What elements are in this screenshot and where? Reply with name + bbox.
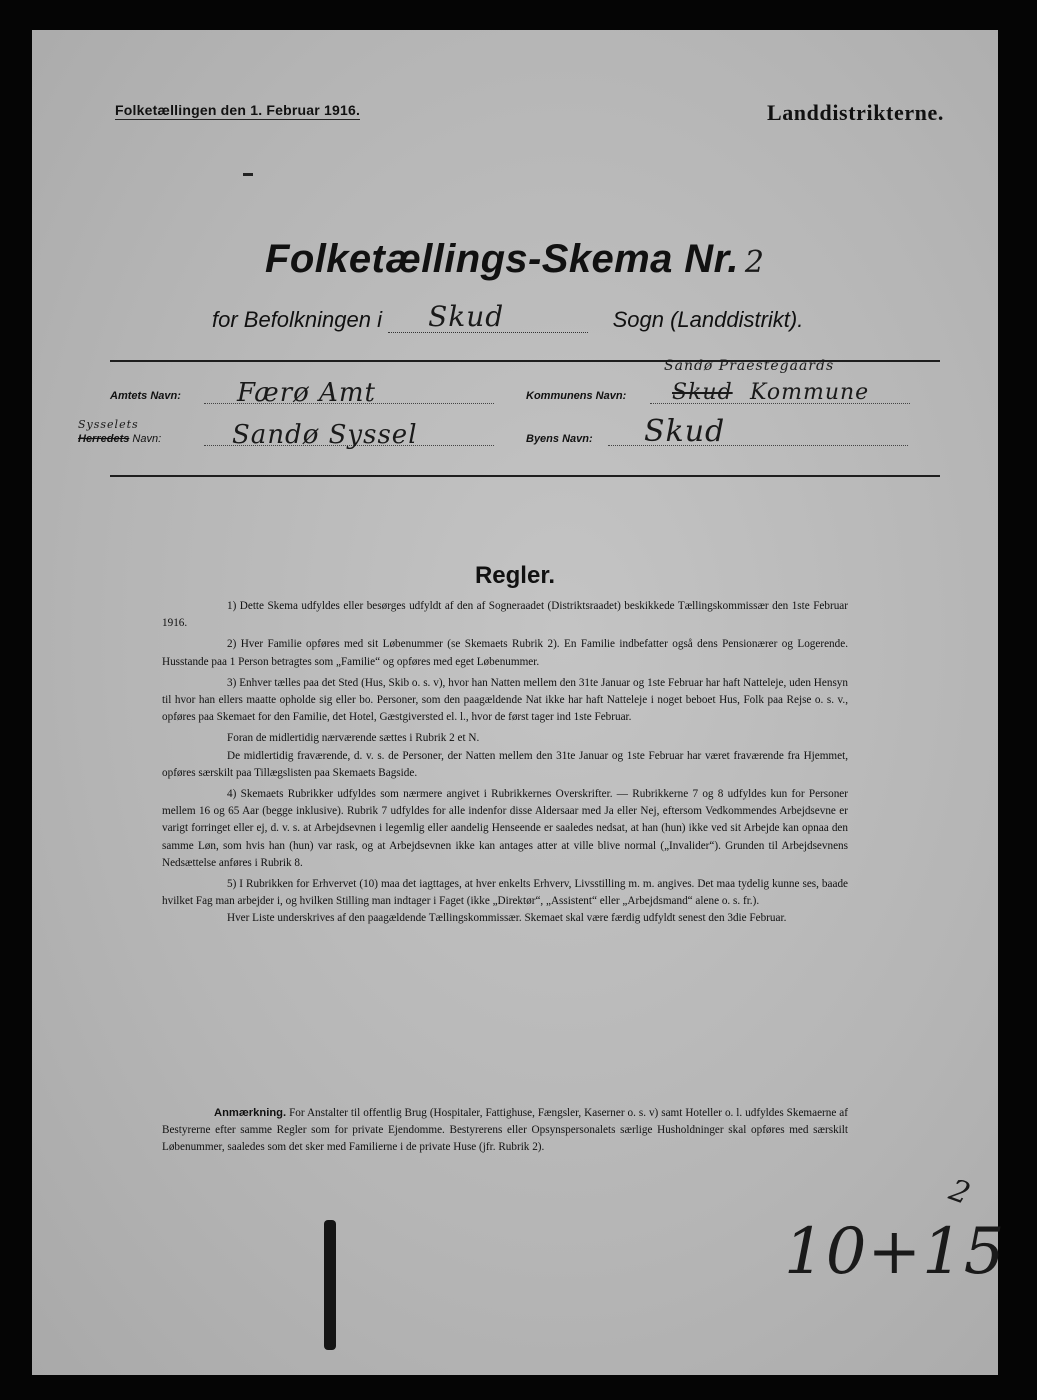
by-label: Byens Navn:: [526, 433, 593, 445]
form-title: [32, 237, 998, 282]
herred-struck: Herredets: [78, 433, 130, 445]
rules-body: [162, 598, 848, 932]
bottom-rule: [110, 475, 940, 477]
census-form-page: [32, 30, 1006, 1375]
note-block: [162, 1105, 848, 1157]
note-label: Anmærkning.: [214, 1107, 287, 1119]
ink-dash: [243, 173, 253, 176]
parish-suffix: Sogn (Landdistrikt).: [612, 307, 804, 332]
kommune-suffix: Kommune: [750, 380, 870, 405]
parish-line: [212, 300, 804, 333]
form-title-text: Folketællings-Skema Nr.: [265, 237, 739, 281]
herred-value: Sandø Syssel: [232, 420, 418, 450]
amt-label: Amtets Navn:: [110, 390, 181, 402]
note-text: For Anstalter til offentlig Brug (Hospitaler, Fattighuse, Fængsler, Kaserner o. s. v) samt Hoteller o. l. udfyldes Skemaerne af Bestyrerne efter samme Regler som for private Ejendomme. Bestyrerens eller Opsynspersonalets særlige Husholdninger skal opføres med særskilt Løbenummer, saaledes som det sker med Familierne i de private Huse (jfr. Rubrik 2).: [162, 1107, 848, 1154]
handwritten-count: 10+15: [784, 1215, 1006, 1289]
rule-paragraph: 2) Hver Familie opføres med sit Løbenummer (se Skemaets Rubrik 2). En Familie indbefatter også dens Pensionærer og Logerende. Husstande paa 1 Person betragtes som „Familie“ og opføres med eget Løbenummer.: [162, 638, 848, 668]
rule-paragraph: Foran de midlertidig nærværende sættes i Rubrik 2 et N.: [227, 732, 480, 745]
kommune-label: Kommunens Navn:: [526, 390, 627, 402]
ink-stroke: [324, 1220, 336, 1350]
by-value: Skud: [644, 414, 726, 449]
rule-paragraph: 4) Skemaets Rubrikker udfyldes som nærmere angivet i Rubrikkernes Overskrifter. — Rubrikkerne 7 og 8 udfyldes kun for Personer mellem 16 og 65 Aar (begge inklusive). Rubrik 7 udfyldes for alle indenfor disse Aldersaar med Ja eller Nej, eftersom Vedkommendes Arbejdsevne er varigt forringet eller ej, d. v. s. at Arbejdsevnen i legemlig eller aandelig Henseende er saaledes nedsat, at han (hun) ikke ved sit Arbejde kan opnaa den samme Løn, som hvis han (hun) var rask, og at Arbejdsevnen ikke kan antages atter at ville blive normal („Invalider“). Grunden til Arbejdsevnens Nedsættelse anføres i Rubrik 8.: [162, 788, 848, 869]
census-date-header: Folketællingen den 1. Februar 1916.: [115, 102, 361, 118]
parish-prefix: for Befolkningen i: [212, 307, 382, 332]
parish-value: Skud: [428, 300, 505, 333]
form-number: 2: [744, 245, 765, 280]
rule-paragraph: De midlertidig fraværende, d. v. s. de Personer, der Natten mellem den 31te Januar og 1ste Februar har været fraværende fra Hjemmet, opføres særskilt paa Tillægslisten paa Skemaets Bagside.: [162, 749, 848, 779]
rules-heading: Regler.: [474, 562, 556, 589]
amt-value: Færø Amt: [237, 378, 376, 408]
kommune-struck: Skud: [672, 380, 733, 405]
parish-fill: [388, 300, 588, 333]
rule-paragraph: 5) I Rubrikken for Erhvervet (10) maa det iagttages, at hver enkelts Erhverv, Livsstilling m. m. angives. Det maa tydelig kunne ses, baade hvilket Fag man arbejder i, og hvilken Stilling man indtager i Faget (ikke „Direktør“, „Assistent“ eller „Arbejdsmand“ alene o. s. fr.).: [162, 878, 848, 908]
herred-label: [78, 433, 161, 445]
kommune-inserted: Sandø Praestegaards: [664, 358, 835, 374]
herred-navn: Navn:: [132, 433, 162, 445]
herred-inserted: Sysselets: [78, 418, 139, 431]
handwritten-side-mark: 2: [944, 1172, 976, 1213]
rule-paragraph: 1) Dette Skema udfyldes eller besørges udfyldt af den af Sognerаadet (Distriktsraadet) beskikkede Tællingskommissær den 1ste Februar 1916.: [162, 600, 848, 630]
rule-paragraph: Hver Liste underskrives af den paagældende Tællingskommissær. Skemaet skal være færdig udfyldt senest den 3die Februar.: [227, 912, 787, 925]
rule-paragraph: 3) Enhver tælles paa det Sted (Hus, Skib o. s. v), hvor han Natten mellem den 31te Januar og 1ste Februar har haft Natteleje, uden Hensyn til hvor han ellers maatte opholde sig eller bo. Personer, som den paagældende Nat ikke har haft Natteleje i noget beboet Hus, Folk paa Rejse o. s. v., opføres paa Skemaet for den Familie, det Hotel, Gæstgiversted el. l., hvor de først tager ind 1ste Februar.: [162, 676, 848, 724]
district-type-header: Landdistrikterne.: [766, 100, 944, 125]
